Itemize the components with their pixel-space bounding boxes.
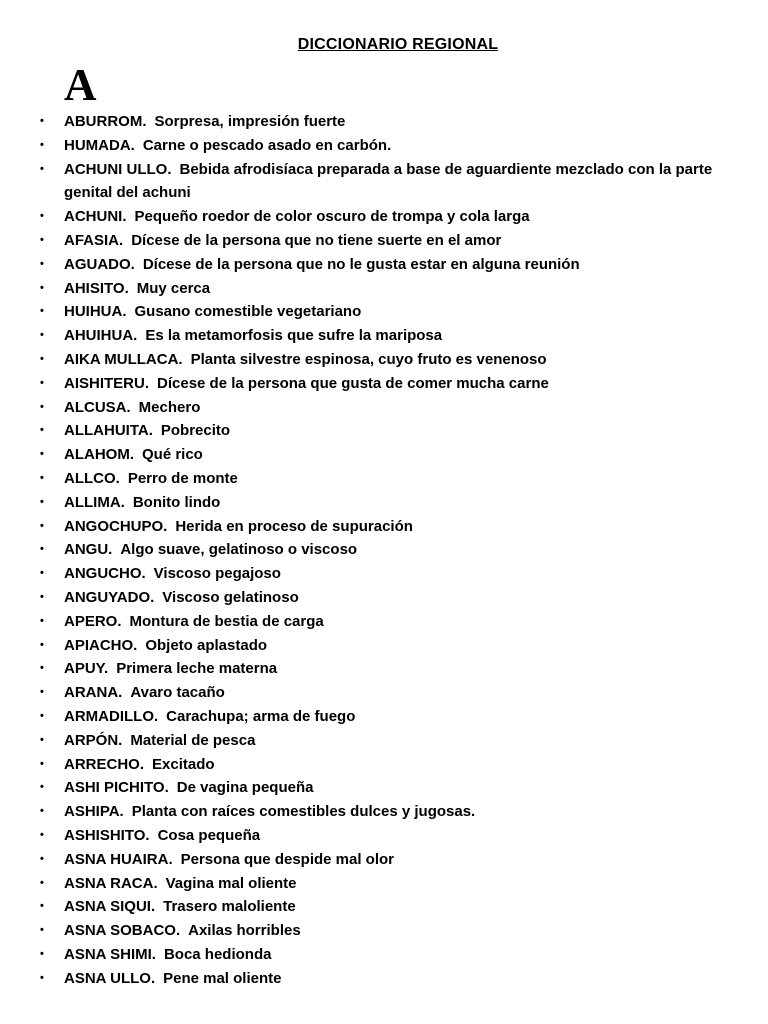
entry-term: AHISITO.: [64, 279, 129, 297]
dictionary-entry: [0, 491, 768, 515]
bullet-icon: •: [40, 162, 44, 175]
dictionary-entry: [0, 229, 768, 253]
bullet-icon: •: [40, 662, 44, 675]
entry-term: ASNA HUAIRA.: [64, 850, 173, 868]
entry-definition: Bebida afrodisíaca preparada a base de aguardiente mezclado con la parte genital del achuni: [64, 160, 713, 202]
entry-definition: Herida en proceso de supuración: [175, 517, 413, 535]
bullet-icon: •: [40, 567, 44, 580]
entry-term: ASNA ULLO.: [64, 969, 156, 987]
bullet-icon: •: [40, 733, 44, 746]
bullet-icon: •: [40, 376, 44, 389]
entry-term: HUMADA.: [64, 136, 135, 154]
bullet-icon: •: [40, 281, 44, 294]
dictionary-entry: [0, 396, 768, 420]
bullet-icon: •: [40, 233, 44, 246]
dictionary-entry: [0, 848, 768, 872]
entry-term: ALLCO.: [64, 469, 120, 487]
entry-term: ANGOCHUPO.: [64, 517, 168, 535]
bullet-icon: •: [40, 495, 44, 508]
bullet-icon: •: [40, 638, 44, 651]
bullet-icon: •: [40, 971, 44, 984]
dictionary-entry: [0, 776, 768, 800]
entry-definition: Qué rico: [142, 446, 203, 464]
entry-term: HUIHUA.: [64, 303, 127, 321]
entry-definition: Carne o pescado asado en carbón.: [142, 136, 392, 154]
dictionary-entry: [0, 681, 768, 705]
entry-definition: Planta silvestre espinosa, cuyo fruto es venenoso: [190, 350, 547, 368]
dictionary-entry: [0, 919, 768, 943]
entry-term: ALLAHUITA.: [64, 422, 153, 440]
dictionary-entry: [0, 467, 768, 491]
entry-definition: Perro de monte: [127, 469, 238, 487]
entry-definition: Material de pesca: [130, 731, 256, 749]
dictionary-entry: [0, 562, 768, 586]
entry-term: ACHUNI.: [64, 208, 127, 226]
entry-definition: Viscoso gelatinoso: [162, 588, 299, 606]
entry-term: ASHI PICHITO.: [64, 779, 169, 797]
entry-term: AFASIA.: [64, 231, 124, 249]
bullet-icon: •: [40, 329, 44, 342]
entry-term: ALAHOM.: [64, 446, 134, 464]
bullet-icon: •: [40, 424, 44, 437]
entry-definition: Sorpresa, impresión fuerte: [154, 113, 346, 130]
bullet-icon: •: [40, 543, 44, 556]
dictionary-entry: [0, 253, 768, 277]
dictionary-entry: [0, 895, 768, 919]
entry-term: ASHIPA.: [64, 803, 124, 821]
dictionary-entry: [0, 705, 768, 729]
dictionary-entry: [0, 205, 768, 229]
entry-definition: Es la metamorfosis que sufre la mariposa: [145, 327, 443, 345]
entry-definition: Vagina mal oliente: [165, 874, 297, 892]
entry-term: ARMADILLO.: [64, 707, 159, 725]
entry-term: ASHISHITO.: [64, 826, 150, 844]
dictionary-entry: [0, 824, 768, 848]
entry-definition: Gusano comestible vegetariano: [134, 303, 362, 321]
bullet-icon: •: [40, 614, 44, 627]
entry-definition: Pene mal oliente: [163, 969, 282, 987]
entry-definition: Trasero maloliente: [163, 898, 296, 916]
entry-definition: Avaro tacaño: [130, 684, 225, 702]
entry-definition: Pobrecito: [160, 422, 231, 440]
dictionary-entry: [0, 443, 768, 467]
bullet-icon: •: [40, 471, 44, 484]
dictionary-entry: [0, 729, 768, 753]
dictionary-entry: [0, 300, 768, 324]
section-letter: A: [64, 60, 97, 110]
dictionary-entry: [0, 872, 768, 896]
dictionary-entry: [0, 515, 768, 539]
entry-term: ARRECHO.: [64, 755, 145, 773]
entry-definition: Axilas horribles: [188, 922, 301, 940]
dictionary-entry: [0, 967, 768, 991]
entry-definition: Pequeño roedor de color oscuro de trompa y cola larga: [134, 208, 530, 226]
dictionary-entry: [0, 324, 768, 348]
entry-term: ACHUNI ULLO.: [64, 160, 172, 178]
entry-term: ABURROM.: [64, 113, 147, 130]
entry-definition: Carachupa; arma de fuego: [166, 707, 356, 725]
dictionary-entry: [0, 538, 768, 562]
bullet-icon: •: [40, 852, 44, 865]
bullet-icon: •: [40, 781, 44, 794]
bullet-icon: •: [40, 305, 44, 318]
dictionary-entry: [0, 610, 768, 634]
entry-term: ANGUYADO.: [64, 588, 155, 606]
entry-definition: Montura de bestia de carga: [129, 612, 324, 630]
entry-definition: Mechero: [138, 398, 201, 416]
entry-term: ALCUSA.: [64, 398, 131, 416]
entry-definition: De vagina pequeña: [176, 779, 314, 797]
bullet-icon: •: [40, 519, 44, 532]
dictionary-entry: [0, 943, 768, 967]
entry-term: AGUADO.: [64, 255, 135, 273]
entry-definition: Algo suave, gelatinoso o viscoso: [120, 541, 358, 559]
bullet-icon: •: [40, 352, 44, 365]
entry-term: ANGU.: [64, 541, 113, 559]
bullet-icon: •: [40, 757, 44, 770]
entry-term: AIKA MULLACA.: [64, 350, 183, 368]
entry-term: APIACHO.: [64, 636, 138, 654]
dictionary-entry: [0, 586, 768, 610]
entry-term: AISHITERU.: [64, 374, 150, 392]
entry-term: ASNA SIQUI.: [64, 898, 156, 916]
entry-term: ARANA.: [64, 684, 123, 702]
dictionary-entry: [0, 753, 768, 777]
bullet-icon: •: [40, 924, 44, 937]
bullet-icon: •: [40, 210, 44, 223]
entry-definition: Planta con raíces comestibles dulces y jugosas.: [131, 803, 476, 821]
entry-term: ASNA SOBACO.: [64, 922, 181, 940]
entry-term: ALLIMA.: [64, 493, 125, 511]
entry-definition: Viscoso pegajoso: [153, 565, 281, 583]
dictionary-entry: [0, 634, 768, 658]
entry-definition: Muy cerca: [136, 279, 211, 297]
entry-definition: Objeto aplastado: [145, 636, 268, 654]
entry-definition: Primera leche materna: [116, 660, 278, 678]
document-title: DICCIONARIO REGIONAL: [297, 36, 499, 53]
bullet-icon: •: [40, 947, 44, 960]
dictionary-entry: [0, 277, 768, 301]
entry-definition: Dícese de la persona que gusta de comer mucha carne: [157, 374, 549, 392]
entry-definition: Dícese de la persona que no le gusta estar en alguna reunión: [142, 255, 580, 273]
entry-definition: Bonito lindo: [132, 493, 221, 511]
dictionary-entry: [0, 134, 768, 158]
entry-definition: Excitado: [152, 755, 215, 773]
dictionary-entry: [0, 348, 768, 372]
bullet-icon: •: [40, 115, 44, 127]
bullet-icon: •: [40, 400, 44, 413]
dictionary-entry: [0, 657, 768, 681]
dictionary-entry: [0, 800, 768, 824]
entry-term: APUY.: [64, 660, 109, 678]
bullet-icon: •: [40, 805, 44, 818]
entry-term: ASNA SHIMI.: [64, 945, 156, 963]
entry-term: APERO.: [64, 612, 122, 630]
bullet-icon: •: [40, 686, 44, 699]
bullet-icon: •: [40, 448, 44, 461]
bullet-icon: •: [40, 876, 44, 889]
entry-definition: Cosa pequeña: [157, 826, 261, 844]
dictionary-entry: [0, 372, 768, 396]
bullet-icon: •: [40, 138, 44, 151]
dictionary-entry: [0, 110, 768, 134]
entry-definition: Boca hedionda: [163, 945, 272, 963]
dictionary-entry-list: [0, 110, 768, 990]
bullet-icon: •: [40, 257, 44, 270]
entry-term: ANGUCHO.: [64, 565, 146, 583]
dictionary-entry: [0, 158, 768, 206]
bullet-icon: •: [40, 900, 44, 913]
entry-term: ARPÓN.: [64, 731, 123, 749]
entry-term: ASNA RACA.: [64, 874, 158, 892]
dictionary-entry: [0, 419, 768, 443]
bullet-icon: •: [40, 709, 44, 722]
entry-term: AHUIHUA.: [64, 327, 138, 345]
entry-definition: Persona que despide mal olor: [180, 850, 395, 868]
bullet-icon: •: [40, 828, 44, 841]
bullet-icon: •: [40, 590, 44, 603]
entry-definition: Dícese de la persona que no tiene suerte en el amor: [131, 231, 502, 249]
